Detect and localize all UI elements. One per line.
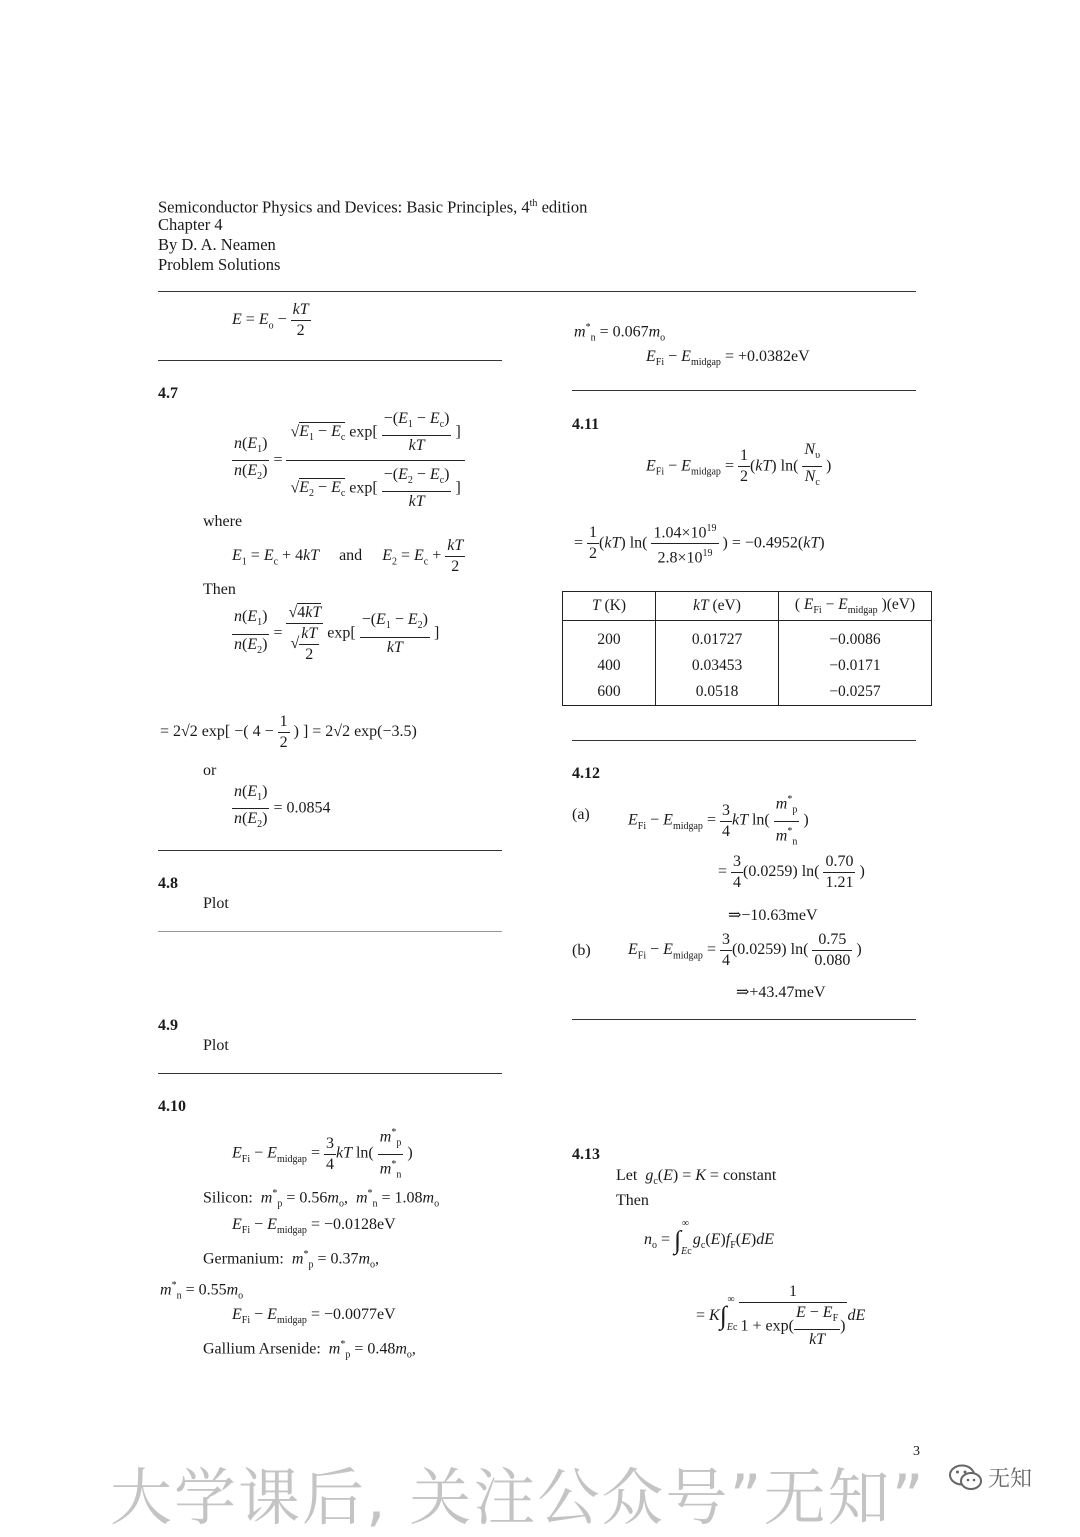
author-label: By D. A. Neamen: [158, 235, 276, 254]
fermi-midgap-equation: $E_{Fi} - E_{midgap}$ = $\frac{3}{4}$ kT ln( $\frac{m^*_p}{m^*_n}$ ): [232, 1123, 413, 1185]
table-cell: 0.03453: [656, 653, 779, 679]
wechat-icon: [948, 1463, 984, 1493]
table-cell: 600: [563, 679, 656, 706]
gaas-result: $E_{Fi} - E_{midgap} = +0.0382eV$: [646, 348, 810, 369]
table-row: [563, 679, 932, 706]
header-divider: [158, 291, 916, 292]
germanium-result: $E_{Fi} - E_{midgap} = -0.0077eV$: [232, 1306, 396, 1327]
problem-number: 4.9: [158, 1017, 178, 1034]
part-a-numeric: = $\frac{3}{4}$ (0.0259) ln( $\frac{0.70}{1.21}$ ): [718, 853, 865, 891]
table-header-row: [563, 592, 932, 621]
where-label: where: [203, 513, 243, 530]
table-row: [563, 621, 932, 654]
temperature-table: [562, 591, 932, 706]
col-header-kt: kT (eV): [656, 592, 779, 621]
table-cell: −0.0086: [779, 621, 932, 654]
problem-number: 4.13: [572, 1146, 600, 1163]
gaas-mn: $m^*_n = 0.067m_o$: [574, 322, 666, 344]
part-b-label: (b): [572, 942, 591, 959]
germanium-mp: Germanium: $m^*_p = 0.37m_o$,: [203, 1249, 380, 1271]
energy-equation: $E = E_o$ − $\frac{kT}{2}$: [232, 301, 309, 339]
divider: [158, 931, 502, 932]
table-cell: 0.01727: [656, 621, 779, 654]
table-cell: 0.0518: [656, 679, 779, 706]
problem-number: 4.11: [572, 416, 600, 433]
table-cell: −0.0171: [779, 653, 932, 679]
table-cell: 200: [563, 621, 656, 654]
part-b-equation: $E_{Fi} - E_{midgap}$ = $\frac{3}{4}$ (0.0259) ln( $\frac{0.75}{0.080}$ ): [628, 931, 862, 969]
chapter-label: Chapter 4: [158, 215, 223, 234]
problem-number: 4.12: [572, 765, 600, 782]
silicon-masses: Silicon: $m^*_p = 0.56m_o$, $m^*_n = 1.08m_o$: [203, 1188, 440, 1210]
gaas-mp: Gallium Arsenide: $m^*_p = 0.48m_o$,: [203, 1339, 416, 1361]
watermark-text: 大学课后, 关注公众号”无知”: [110, 1461, 926, 1534]
problem-number: 4.10: [158, 1098, 186, 1115]
germanium-mn: $m^*_n = 0.55m_o$: [160, 1280, 244, 1302]
plot-label: Plot: [203, 1037, 229, 1054]
part-a-result: ⇒−10.63meV: [728, 907, 818, 924]
col-header-temperature: T (K): [563, 592, 656, 621]
divider: [158, 360, 502, 361]
divider: [572, 1019, 916, 1020]
table-cell: −0.0257: [779, 679, 932, 706]
page-number: 3: [913, 1444, 920, 1459]
table-row: [563, 653, 932, 679]
wechat-logo: 无知: [948, 1462, 1032, 1493]
problem-number: 4.8: [158, 875, 178, 892]
density-definition: Let $g_c(E) = K$ = constant: [616, 1167, 777, 1188]
problem-number: 4.7: [158, 385, 178, 402]
book-title: Semiconductor Physics and Devices: Basic Principles, 4th edition: [158, 197, 588, 217]
fermi-integral: = $K\int_{Ec}^\infty$ 1 1 + exp( $\frac{E - E_F}{kT}$ ) dE: [696, 1283, 866, 1349]
plot-label: Plot: [203, 895, 229, 912]
then-label: Then: [203, 581, 236, 598]
silicon-result: $E_{Fi} - E_{midgap} = -0.0128eV$: [232, 1216, 396, 1237]
then-label: Then: [616, 1192, 649, 1209]
ratio-equation: $\frac{n(E_1)}{n(E_2)}$ = $√E_1 - E_c$ exp[ $\frac{-(E_1 - E_c)}{kT}$ ] $√E_2 - E_c$ exp[ $\frac{-(E_2 - E_c)}{kT}$ ]: [232, 405, 465, 516]
subtitle-label: Problem Solutions: [158, 255, 281, 274]
electron-integral: $n_o = \int_{Ec}^\infty$ $g_c(E)f_F(E)dE$: [644, 1218, 774, 1257]
part-a-equation: $E_{Fi} - E_{midgap}$ = $\frac{3}{4}$ kT ln( $\frac{m^*_p}{m^*_n}$ ): [628, 790, 809, 852]
part-b-result: ⇒+43.47meV: [736, 984, 826, 1001]
energy-levels: $E_1 = E_c + 4kT$ and $E_2 = E_c$ + $\frac{kT}{2}$: [232, 537, 464, 575]
table-cell: 400: [563, 653, 656, 679]
simplified-equation: = 2√2 exp[ −( 4 − $\frac{1}{2}$ ) ] = 2√2 exp(−3.5): [160, 713, 417, 751]
and-label: and: [339, 547, 363, 565]
or-label: or: [203, 762, 217, 779]
divider: [158, 1073, 502, 1074]
final-ratio: $\frac{n(E_1)}{n(E_2)}$ = 0.0854: [232, 782, 330, 835]
fermi-density-numeric: = $\frac{1}{2}$ (kT) ln( $\frac{1.04\times 10^{19}}{2.8\times 10^{19}}$ ) = −0.4952(kT): [574, 523, 825, 567]
fermi-density-equation: $E_{Fi} - E_{midgap}$ = $\frac{1}{2}$ (kT) ln( $\frac{N_\upsilon}{N_c}$ ): [646, 440, 831, 493]
divider: [158, 850, 502, 851]
col-header-energy-diff: ( $E_{Fi} - E_{midgap}$ )(eV): [779, 592, 932, 621]
divider: [572, 740, 916, 741]
divider: [572, 390, 916, 391]
part-a-label: (a): [572, 806, 590, 823]
ratio-substituted: $\frac{n(E_1)}{n(E_2)}$ = √4kT √ $\frac{kT}{2}$ exp[ $\frac{-(E_1 - E_2)}{kT}$ ]: [234, 604, 440, 663]
